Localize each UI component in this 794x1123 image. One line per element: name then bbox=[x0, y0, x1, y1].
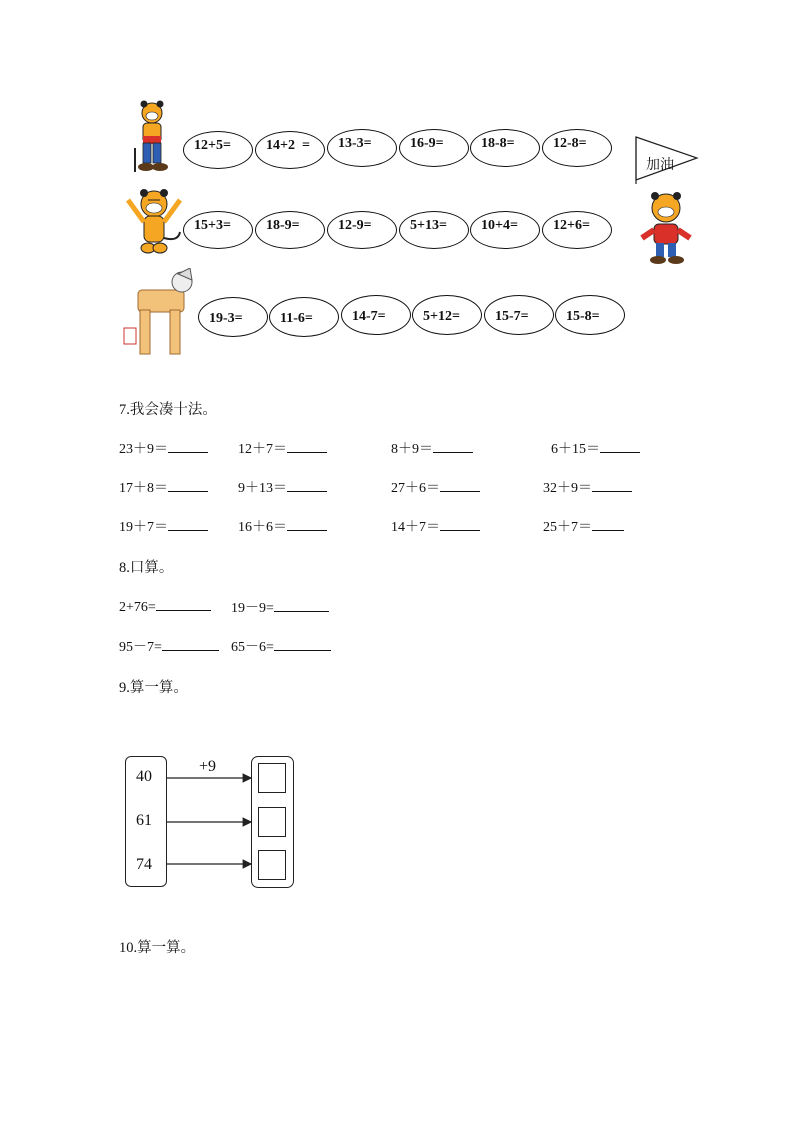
oval-problem: 5+13= bbox=[399, 211, 469, 249]
tiger-cheering-icon bbox=[124, 186, 184, 256]
answer-blank[interactable] bbox=[274, 637, 331, 651]
horse-figure-icon bbox=[120, 268, 202, 360]
oval-problem: 12+5= bbox=[183, 131, 253, 169]
equation: 25＋7＝ bbox=[543, 516, 624, 536]
flag-text: 加油 bbox=[646, 157, 674, 173]
equation: 12＋7＝ bbox=[238, 438, 327, 458]
answer-blank[interactable] bbox=[156, 597, 211, 611]
question-10-title: 10.算一算。 bbox=[119, 940, 196, 956]
oval-problem: 11-6= bbox=[269, 297, 339, 337]
equation: 19－9= bbox=[231, 597, 329, 617]
oval-problem: 12-9= bbox=[327, 211, 397, 249]
input-number: 40 bbox=[136, 768, 152, 785]
oval-problem: 18-8= bbox=[470, 129, 540, 167]
answer-blank[interactable] bbox=[433, 439, 473, 453]
equation: 19＋7＝ bbox=[119, 516, 208, 536]
answer-blank[interactable] bbox=[168, 478, 208, 492]
equation: 6＋15＝ bbox=[551, 438, 640, 458]
answer-blank[interactable] bbox=[287, 478, 327, 492]
oval-problem: 14-7= bbox=[341, 295, 411, 335]
oval-problem: 15+3= bbox=[183, 211, 253, 249]
equation: 9＋13＝ bbox=[238, 477, 327, 497]
tiger-standing-icon bbox=[132, 100, 176, 176]
equation: 2+76= bbox=[119, 597, 211, 616]
answer-blank[interactable] bbox=[440, 517, 480, 531]
answer-blank[interactable] bbox=[287, 517, 327, 531]
equation: 65－6= bbox=[231, 636, 331, 656]
oval-problem: 18-9= bbox=[255, 211, 325, 249]
answer-blank[interactable] bbox=[600, 439, 640, 453]
answer-blank[interactable] bbox=[168, 439, 208, 453]
answer-blank[interactable] bbox=[162, 637, 219, 651]
answer-blank[interactable] bbox=[287, 439, 327, 453]
equation: 27＋6＝ bbox=[391, 477, 480, 497]
question-8-title: 8.口算。 bbox=[119, 560, 174, 576]
answer-blank[interactable] bbox=[592, 517, 624, 531]
oval-problem: 5+12= bbox=[412, 295, 482, 335]
equation: 16＋6＝ bbox=[238, 516, 327, 536]
equation: 23＋9＝ bbox=[119, 438, 208, 458]
answer-blank[interactable] bbox=[168, 517, 208, 531]
answer-square[interactable] bbox=[258, 807, 286, 837]
oval-problem: 14+2 = bbox=[255, 131, 325, 169]
answer-square[interactable] bbox=[258, 850, 286, 880]
oval-problem: 15-8= bbox=[555, 295, 625, 335]
input-number: 61 bbox=[136, 812, 152, 829]
equation: 95－7= bbox=[119, 636, 219, 656]
oval-problem: 19-3= bbox=[198, 297, 268, 337]
arrows-icon bbox=[167, 770, 253, 870]
answer-blank[interactable] bbox=[440, 478, 480, 492]
input-number: 74 bbox=[136, 856, 152, 873]
equation: 14＋7＝ bbox=[391, 516, 480, 536]
question-7-title: 7.我会凑十法。 bbox=[119, 402, 217, 418]
oval-problem: 16-9= bbox=[399, 129, 469, 167]
answer-blank[interactable] bbox=[274, 598, 329, 612]
equation: 32＋9＝ bbox=[543, 477, 632, 497]
question-9-title: 9.算一算。 bbox=[119, 680, 188, 696]
equation: 8＋9＝ bbox=[391, 438, 473, 458]
equation: 17＋8＝ bbox=[119, 477, 208, 497]
oval-problem: 10+4= bbox=[470, 211, 540, 249]
tiger-waving-icon bbox=[636, 188, 696, 268]
answer-square[interactable] bbox=[258, 763, 286, 793]
answer-blank[interactable] bbox=[592, 478, 632, 492]
oval-problem: 15-7= bbox=[484, 295, 554, 335]
operator-label: +9 bbox=[199, 758, 217, 775]
oval-problem: 12+6= bbox=[542, 211, 612, 249]
oval-problem: 13-3= bbox=[327, 129, 397, 167]
oval-problem: 12-8= bbox=[542, 129, 612, 167]
